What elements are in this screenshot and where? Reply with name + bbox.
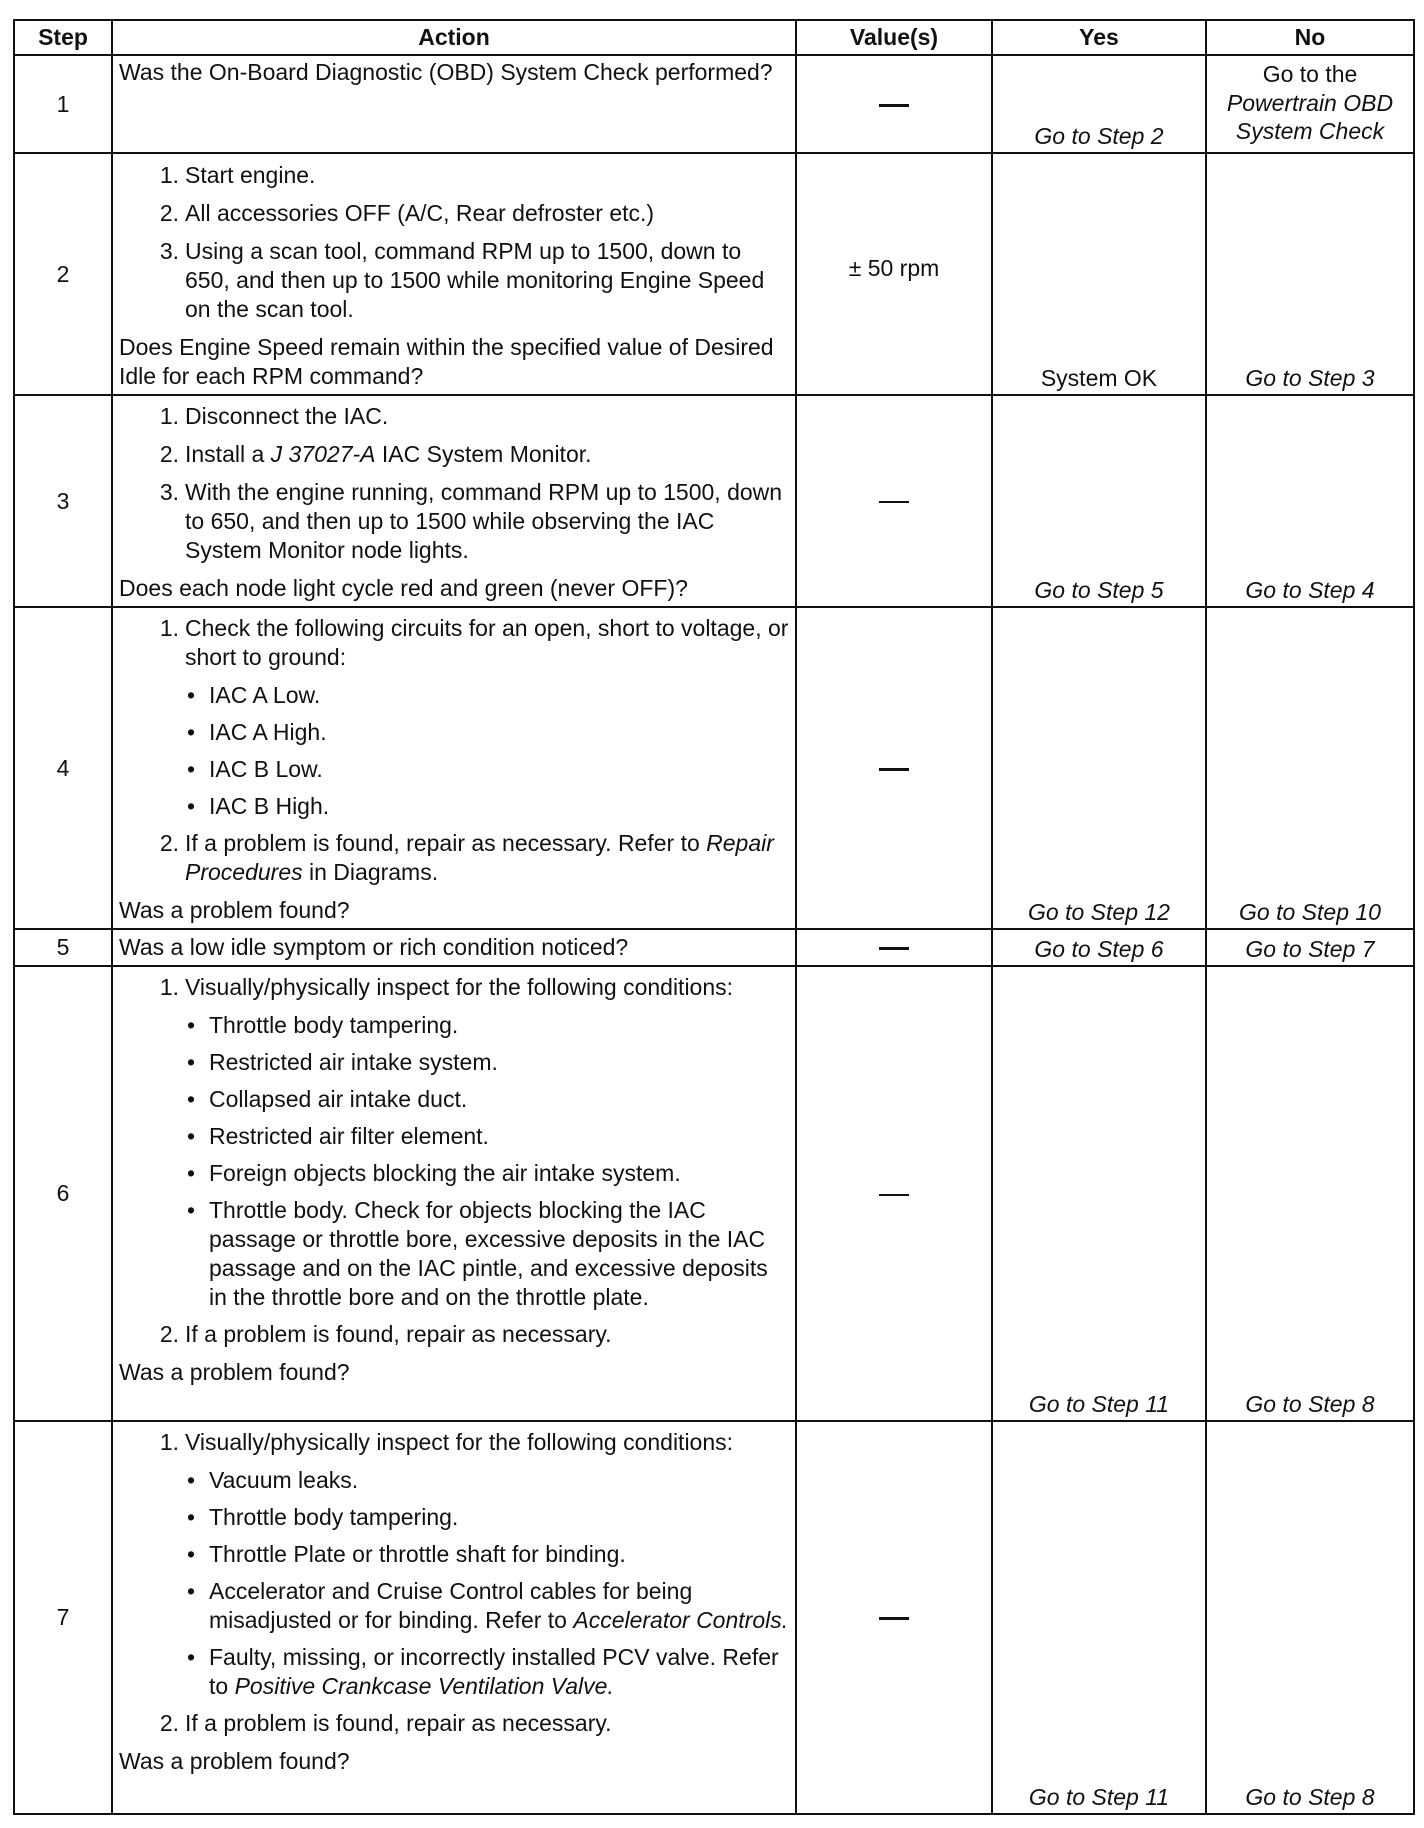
numbered-item: 3. With the engine running, command RPM up to 1500, down to 650, and then up to 1500 while observing the IAC System Monitor node lights.: [159, 479, 783, 563]
action-cell: [112, 55, 796, 153]
bullet-item: • Restricted air filter element.: [187, 1123, 489, 1149]
value-cell: [796, 929, 992, 966]
header-yes: Yes: [992, 20, 1206, 55]
em-dash: [879, 104, 909, 107]
no-result-prefix: Go to the: [1262, 61, 1358, 87]
numbered-item: 2. All accessories OFF (A/C, Rear defroster etc.): [159, 200, 655, 226]
header-row: [14, 20, 1414, 55]
yes-cell: [992, 1421, 1206, 1814]
question-text: Was a problem found?: [119, 1359, 350, 1385]
no-cell: [1206, 966, 1414, 1421]
em-dash: [879, 1194, 909, 1196]
numbered-item: 2. If a problem is found, repair as necessary. Refer to Repair Procedures in Diagrams.: [159, 830, 774, 885]
bullet-item: • Restricted air intake system.: [187, 1049, 498, 1075]
yes-cell: [992, 55, 1206, 153]
action-cell: [112, 1421, 796, 1814]
bullet-item: • Throttle body tampering.: [187, 1504, 459, 1530]
question-text: Was a problem found?: [119, 897, 350, 923]
numbered-item: 1. Start engine.: [159, 162, 316, 188]
value-cell: ± 50 rpm: [796, 153, 992, 395]
yes-result: Go to Step 5: [1034, 577, 1164, 603]
numbered-item: 2. If a problem is found, repair as necessary.: [159, 1321, 612, 1347]
question-text: Was the On-Board Diagnostic (OBD) System Check performed?: [119, 59, 773, 85]
doc-reference: Accelerator Controls.: [573, 1607, 789, 1633]
yes-result: Go to Step 11: [1028, 1391, 1170, 1417]
no-result: Go to Step 8: [1245, 1784, 1375, 1810]
em-dash: [879, 501, 909, 503]
no-cell: [1206, 153, 1414, 395]
tool-reference: J 37027-A: [270, 441, 376, 467]
table-row: [14, 1421, 1414, 1814]
bullet-item: • Throttle body. Check for objects blocking the IAC passage or throttle bore, excessive deposits in the IAC passage and on the IAC pintle, and excessive deposits in the throttle bore and on the throttle plate.: [187, 1197, 768, 1310]
no-cell: [1206, 395, 1414, 607]
bullet-item: • IAC B Low.: [187, 756, 323, 782]
question-text: Does Engine Speed remain within the specified value of Desired Idle for each RPM command?: [119, 334, 774, 389]
numbered-item: 2. Install a J 37027-A IAC System Monitor.: [159, 441, 592, 467]
no-result: Go to Step 3: [1245, 365, 1375, 391]
action-cell: [112, 929, 796, 966]
numbered-item: 2. If a problem is found, repair as necessary.: [159, 1710, 612, 1736]
header-action: Action: [112, 20, 796, 55]
bullet-item: • Throttle body tampering.: [187, 1012, 459, 1038]
bullet-item: • Faulty, missing, or incorrectly installed PCV valve. Refer to Positive Crankcase Ventilation Valve.: [187, 1644, 779, 1699]
em-dash: [879, 768, 909, 771]
no-result-link: Powertrain OBD System Check: [1226, 90, 1394, 144]
numbered-item: 1. Visually/physically inspect for the following conditions:: [159, 1429, 734, 1455]
table-row: [14, 966, 1414, 1421]
em-dash: [879, 947, 909, 950]
table-row: [14, 153, 1414, 395]
bullet-item: • IAC A High.: [187, 719, 327, 745]
no-cell: [1206, 55, 1414, 153]
bullet-item: • Vacuum leaks.: [187, 1467, 359, 1493]
no-result: Go to Step 10: [1239, 899, 1381, 925]
no-result: Go to Step 7: [1245, 936, 1375, 962]
action-cell: [112, 153, 796, 395]
em-dash: [879, 1617, 909, 1620]
step-number: 1: [14, 55, 112, 153]
value-cell: [796, 607, 992, 929]
bullet-item: • Foreign objects blocking the air intake system.: [187, 1160, 681, 1186]
yes-cell: [992, 607, 1206, 929]
no-cell: [1206, 1421, 1414, 1814]
value-cell: [796, 55, 992, 153]
step-number: 7: [14, 1421, 112, 1814]
table-row: [14, 607, 1414, 929]
no-cell: [1206, 929, 1414, 966]
value-cell: [796, 966, 992, 1421]
action-cell: [112, 395, 796, 607]
no-result: Go to Step 8: [1245, 1391, 1375, 1417]
numbered-item: 1. Check the following circuits for an open, short to voltage, or short to ground:: [159, 615, 789, 670]
yes-result: Go to Step 11: [1028, 1784, 1170, 1810]
step-number: 6: [14, 966, 112, 1421]
doc-reference: Positive Crankcase Ventilation Valve.: [234, 1673, 614, 1699]
doc-reference: Repair Procedures: [185, 830, 774, 885]
bullet-item: • Throttle Plate or throttle shaft for binding.: [187, 1541, 626, 1567]
numbered-item: 1. Disconnect the IAC.: [159, 403, 389, 429]
question-text: Was a problem found?: [119, 1748, 350, 1774]
step-number: 4: [14, 607, 112, 929]
yes-cell: [992, 966, 1206, 1421]
bullet-item: • IAC A Low.: [187, 682, 321, 708]
value-cell: [796, 395, 992, 607]
question-text: Does each node light cycle red and green (never OFF)?: [119, 575, 688, 601]
yes-result: Go to Step 6: [1034, 936, 1164, 962]
step-number: 2: [14, 153, 112, 395]
yes-result: System OK: [1040, 365, 1158, 391]
diagnostic-table: [13, 19, 1415, 1815]
table-row: [14, 929, 1414, 966]
no-cell: [1206, 607, 1414, 929]
step-number: 3: [14, 395, 112, 607]
value-cell: [796, 1421, 992, 1814]
header-step: Step: [14, 20, 112, 55]
question-text: Was a low idle symptom or rich condition noticed?: [119, 934, 629, 960]
numbered-item: 3. Using a scan tool, command RPM up to 1500, down to 650, and then up to 1500 while monitoring Engine Speed on the scan tool.: [159, 238, 765, 322]
bullet-item: • Collapsed air intake duct.: [187, 1086, 468, 1112]
no-result: Go to Step 4: [1245, 577, 1375, 603]
bullet-item: • Accelerator and Cruise Control cables for being misadjusted or for binding. Refer to Accelerator Controls.: [187, 1578, 789, 1633]
table-row: [14, 395, 1414, 607]
yes-cell: [992, 153, 1206, 395]
header-no: No: [1206, 20, 1414, 55]
yes-cell: [992, 929, 1206, 966]
yes-result: Go to Step 12: [1028, 899, 1170, 925]
action-cell: [112, 966, 796, 1421]
header-values: Value(s): [796, 20, 992, 55]
numbered-item: 1. Visually/physically inspect for the following conditions:: [159, 974, 734, 1000]
yes-result: Go to Step 2: [1034, 123, 1164, 149]
yes-cell: [992, 395, 1206, 607]
action-cell: [112, 607, 796, 929]
diagnostic-table-page: [13, 19, 1413, 1815]
table-row: [14, 55, 1414, 153]
bullet-item: • IAC B High.: [187, 793, 330, 819]
step-number: 5: [14, 929, 112, 966]
